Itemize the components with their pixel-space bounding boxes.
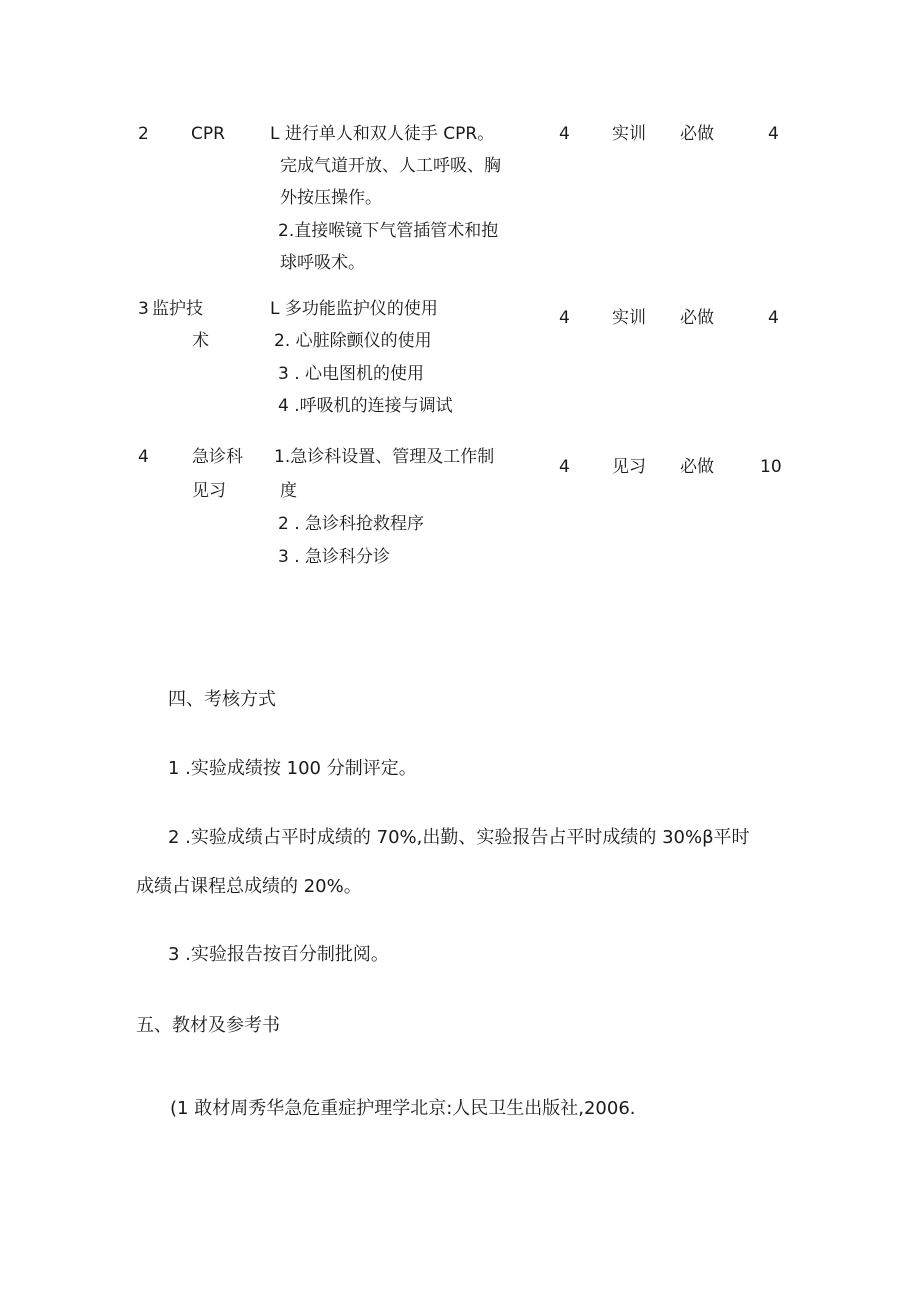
row-number: 2 bbox=[138, 124, 149, 144]
content-line: 2 . 急诊科抢救程序 bbox=[278, 514, 425, 534]
content-line: 球呼吸术。 bbox=[280, 253, 365, 273]
section-heading: 四、考核方式 bbox=[168, 689, 276, 710]
experiment-name: 急诊科 bbox=[192, 447, 243, 467]
assessment-item: 1 .实验成绩按 100 分制评定。 bbox=[168, 758, 417, 779]
row-number: 4 bbox=[138, 447, 149, 467]
hours-value: 4 bbox=[559, 457, 570, 477]
content-line: 4 .呼吸机的连接与调试 bbox=[278, 396, 453, 416]
type-value: 实训 bbox=[612, 308, 646, 328]
assessment-item: 成绩占课程总成绩的 20%。 bbox=[136, 876, 362, 897]
assessment-item: 3 .实验报告按百分制批阅。 bbox=[168, 944, 389, 965]
content-line: 2. 心脏除颤仪的使用 bbox=[274, 331, 432, 351]
assessment-item: 2 .实验成绩占平时成绩的 70%,出勤、实验报告占平时成绩的 30%β平时 bbox=[168, 827, 750, 848]
experiment-name: CPR bbox=[191, 124, 225, 144]
requirement-value: 必做 bbox=[680, 308, 714, 328]
content-line: 3 . 急诊科分诊 bbox=[278, 547, 391, 567]
content-line: L 多功能监护仪的使用 bbox=[270, 299, 438, 319]
requirement-value: 必做 bbox=[680, 457, 714, 477]
content-line: 3 . 心电图机的使用 bbox=[278, 364, 425, 384]
content-line: 2.直接喉镜下气管插管术和抱 bbox=[278, 221, 499, 241]
content-line: 度 bbox=[280, 481, 297, 501]
experiment-name: 见习 bbox=[192, 481, 226, 501]
content-line: 外按压操作。 bbox=[280, 188, 382, 208]
row-number: 3 bbox=[138, 299, 149, 319]
reference-item: (1 敢材周秀华急危重症护理学北京:人民卫生出版社,2006. bbox=[170, 1098, 636, 1119]
content-line: 完成气道开放、人工呼吸、胸 bbox=[280, 156, 501, 176]
requirement-value: 必做 bbox=[680, 124, 714, 144]
type-value: 见习 bbox=[612, 457, 646, 477]
section-heading: 五、教材及参考书 bbox=[136, 1015, 280, 1036]
group-size-value: 4 bbox=[768, 124, 779, 144]
hours-value: 4 bbox=[559, 124, 570, 144]
content-line: L 进行单人和双人徒手 CPR。 bbox=[270, 124, 495, 144]
type-value: 实训 bbox=[612, 124, 646, 144]
hours-value: 4 bbox=[559, 308, 570, 328]
group-size-value: 4 bbox=[768, 308, 779, 328]
experiment-name: 术 bbox=[192, 331, 209, 351]
group-size-value: 10 bbox=[760, 457, 782, 477]
experiment-name: 监护技 bbox=[152, 299, 203, 319]
content-line: 1.急诊科设置、管理及工作制 bbox=[274, 447, 495, 467]
